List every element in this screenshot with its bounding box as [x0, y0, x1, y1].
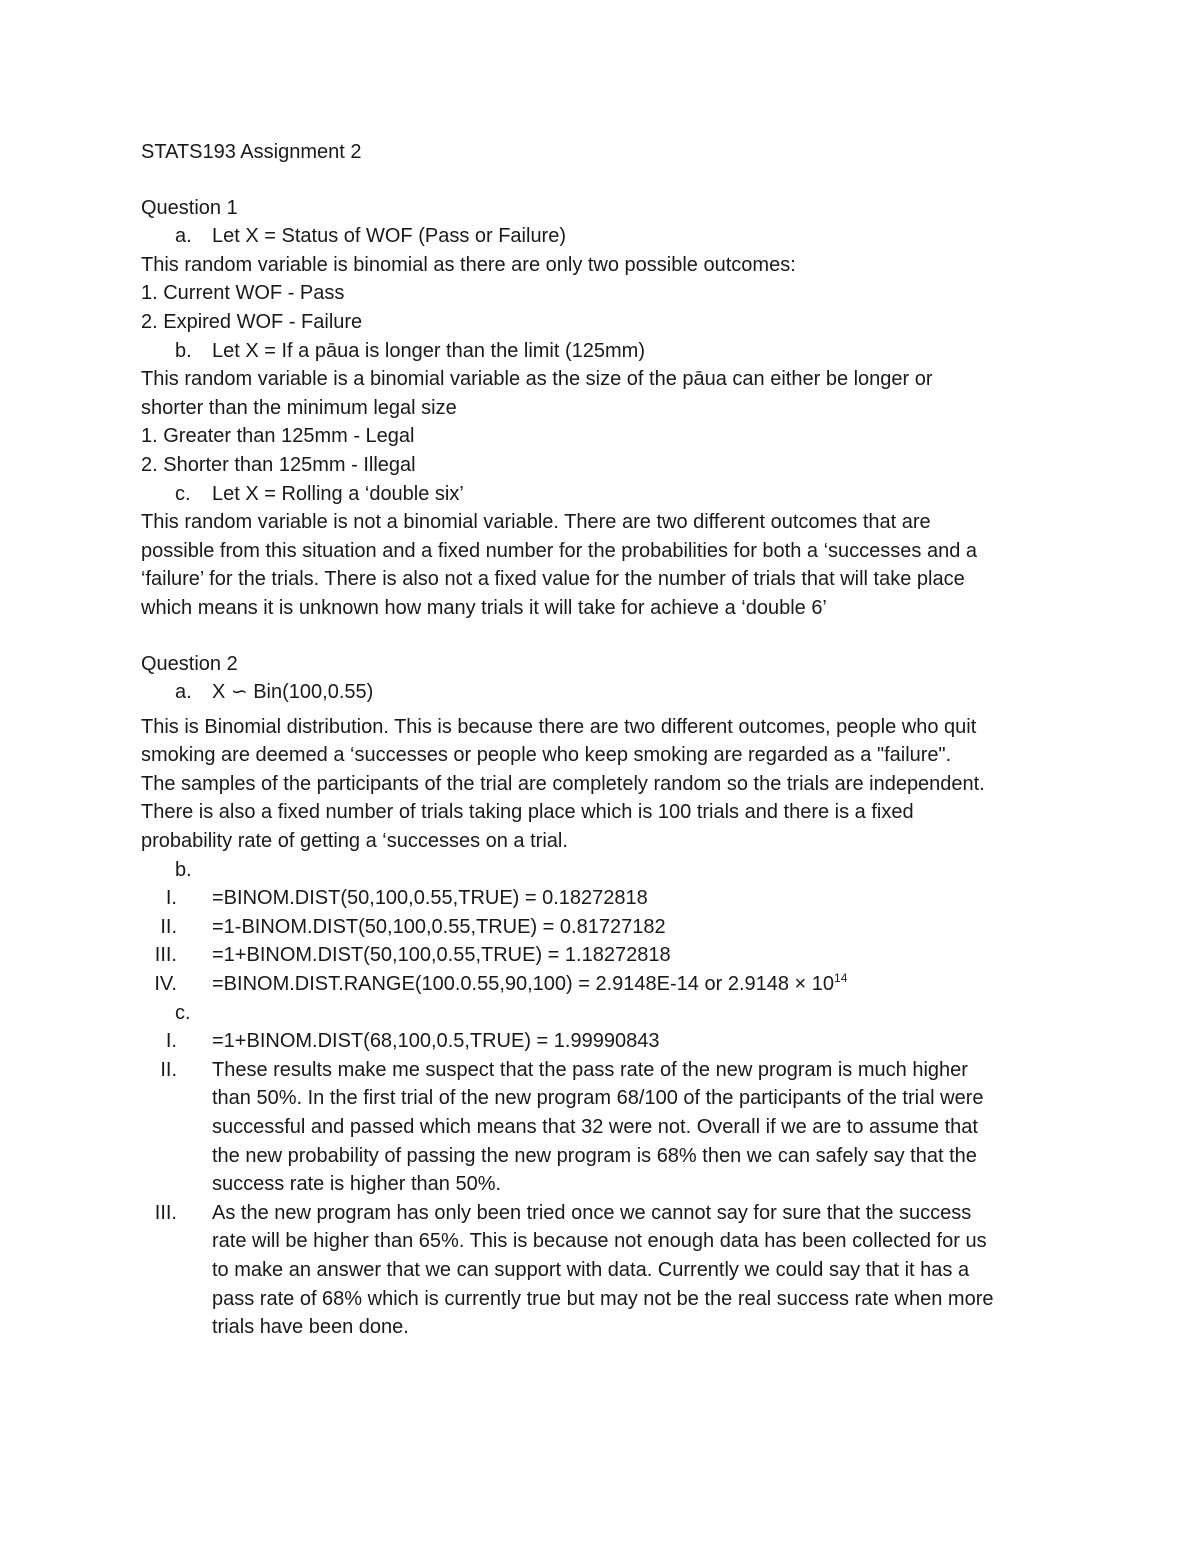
list-label: c. — [175, 1001, 191, 1024]
paragraph-line: The samples of the participants of the trial are completely random so the trials are independent. — [141, 772, 985, 795]
paragraph-line: possible from this situation and a fixed number for the probabilities for both a ‘successes and a — [141, 539, 978, 562]
roman-label: IV. — [154, 973, 177, 996]
paragraph-line: These results make me suspect that the pass rate of the new program is much higher — [212, 1058, 968, 1081]
q2-c-item-3 — [141, 1199, 1071, 1342]
list-label: c. — [175, 482, 191, 505]
paragraph-line: than 50%. In the first trial of the new program 68/100 of the participants of the trial were — [212, 1087, 984, 1110]
paragraph-line: success rate is higher than 50%. — [212, 1173, 502, 1196]
paragraph-line: trials have been done. — [212, 1316, 409, 1339]
question-2-heading: Question 2 — [141, 652, 238, 675]
paragraph-line: smoking are deemed a ‘successes or people who keep smoking are regarded as a "failure". — [141, 744, 952, 767]
list-label: a. — [175, 681, 192, 704]
q2-c-item-1 — [141, 1027, 1071, 1056]
roman-label: III. — [154, 944, 177, 967]
paragraph-line: 2. Expired WOF - Failure — [141, 310, 363, 333]
paragraph-line: ‘failure’ for the trials. There is also not a fixed value for the number of trials that will take place — [141, 568, 965, 591]
roman-label: II. — [160, 1058, 177, 1081]
paragraph-line: This random variable is not a binomial variable. There are two different outcomes that are — [141, 511, 931, 534]
formula-text: =1-BINOM.DIST(50,100,0.55,TRUE) = 0.81727182 — [212, 915, 666, 938]
q2-c-item-2 — [141, 1056, 1071, 1199]
list-label: a. — [175, 225, 192, 248]
spacer — [141, 167, 1071, 194]
q1-part-a — [141, 222, 1071, 251]
paragraph-line: successful and passed which means that 32 were not. Overall if we are to assume that — [212, 1116, 978, 1138]
paragraph-line: which means it is unknown how many trials it will take for achieve a ‘double 6’ — [141, 596, 827, 619]
formula-text: =BINOM.DIST(50,100,0.55,TRUE) = 0.18272818 — [212, 887, 648, 910]
spacer — [141, 623, 1071, 650]
paragraph-line: pass rate of 68% which is currently true but may not be the real success rate when more — [212, 1287, 994, 1310]
roman-label: I. — [165, 1030, 177, 1053]
q2-b-item-4 — [141, 970, 1071, 999]
paragraph-line: to make an answer that we can support with data. Currently we could say that it has a — [212, 1258, 970, 1281]
document-page — [141, 138, 1071, 1342]
q2-part-a-text: X ∽ Bin(100,0.55) — [212, 681, 374, 704]
question-1-heading: Question 1 — [141, 196, 238, 219]
paragraph-line: 2. Shorter than 125mm - Illegal — [141, 453, 416, 476]
paragraph-line: shorter than the minimum legal size — [141, 396, 457, 419]
list-label: b. — [175, 339, 192, 362]
paragraph-line: This random variable is binomial as there are only two possible outcomes: — [141, 253, 796, 276]
paragraph-line: There is also a fixed number of trials taking place which is 100 trials and there is a fixed — [141, 801, 914, 824]
formula-text: =1+BINOM.DIST(50,100,0.55,TRUE) = 1.18272818 — [212, 944, 671, 967]
q1-part-a-text: Let X = Status of WOF (Pass or Failure) — [212, 225, 567, 248]
list-label: b. — [175, 858, 192, 881]
paragraph-line: This is Binomial distribution. This is because there are two different outcomes, people who quit — [141, 715, 977, 738]
q2-b-item-2 — [141, 913, 1071, 942]
formula-text: =BINOM.DIST.RANGE(100.0.55,90,100) = 2.9148E-14 or 2.9148 × 10 — [212, 973, 835, 996]
q1-part-c — [141, 480, 1071, 509]
document-title: STATS193 Assignment 2 — [141, 141, 362, 163]
q2-part-c — [141, 999, 1071, 1028]
formula-text: =1+BINOM.DIST(68,100,0.5,TRUE) = 1.99990843 — [212, 1030, 660, 1053]
paragraph-line: As the new program has only been tried once we cannot say for sure that the success — [212, 1201, 972, 1224]
q2-b-item-3 — [141, 941, 1071, 970]
paragraph-line: 1. Greater than 125mm - Legal — [141, 425, 415, 448]
exponent: 14 — [834, 971, 848, 986]
paragraph-line: This random variable is a binomial variable as the size of the pāua can either be longer or — [141, 368, 933, 391]
paragraph-line: rate will be higher than 65%. This is because not enough data has been collected for us — [212, 1230, 987, 1253]
paragraph-line: probability rate of getting a ‘successes on a trial. — [141, 830, 568, 853]
roman-label: I. — [165, 887, 177, 910]
q2-part-a — [141, 678, 1071, 707]
q1-part-b — [141, 337, 1071, 366]
q2-part-b — [141, 856, 1071, 885]
q1-part-b-text: Let X = If a pāua is longer than the limit (125mm) — [212, 339, 645, 362]
roman-label: III. — [154, 1201, 177, 1224]
roman-label: II. — [160, 915, 177, 938]
paragraph-line: 1. Current WOF - Pass — [141, 282, 345, 305]
paragraph-line: the new probability of passing the new program is 68% then we can safely say that the — [212, 1144, 977, 1167]
q2-b-item-1 — [141, 884, 1071, 913]
q1-part-c-text: Let X = Rolling a ‘double six’ — [212, 482, 464, 505]
